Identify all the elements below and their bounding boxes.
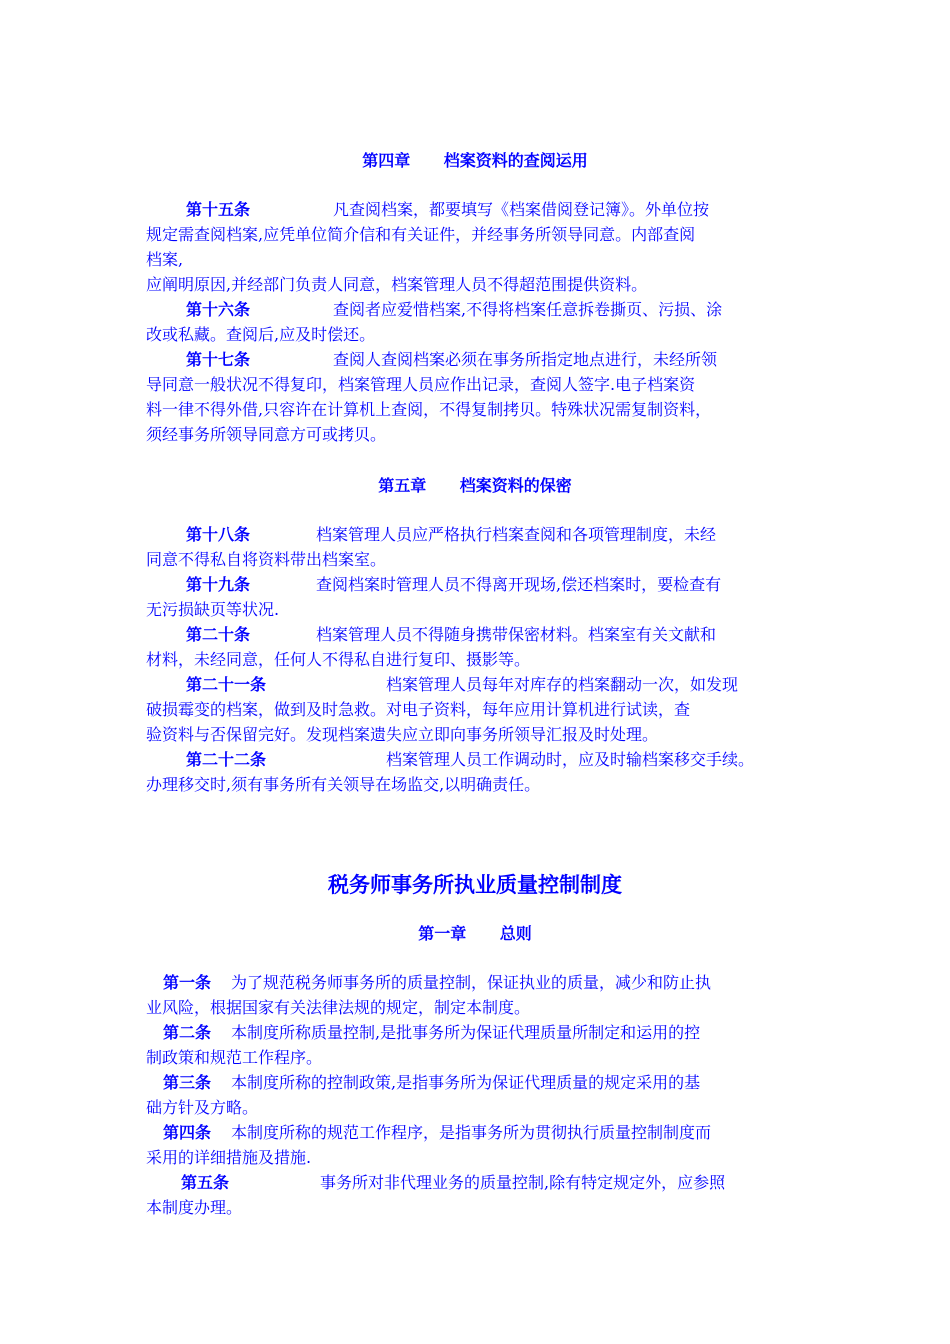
article-text-line: 档案管理人员工作调动时，应及时输档案移交手续。 — [386, 750, 755, 769]
article-text-line: 查阅档案时管理人员不得离开现场,偿还档案时，要检查有 — [316, 575, 722, 594]
article-text-line: 应阐明原因,并经部门负责人同意，档案管理人员不得超范围提供资料。 — [146, 275, 648, 294]
article-text-line: 制政策和规范工作程序。 — [146, 1048, 323, 1067]
article-label: 第二十二条 — [186, 750, 267, 769]
article-text-line: 须经事务所领导同意方可或拷贝。 — [146, 425, 387, 444]
article-text-line: 档案管理人员应严格执行档案查阅和各项管理制度，未经 — [316, 525, 717, 544]
article-label: 第一条 — [163, 973, 212, 992]
chapter-4-heading: 第四章 档案资料的查阅运用 — [362, 151, 588, 170]
article-text-line: 办理移交时,须有事务所有关领导在场监交,以明确责任。 — [146, 775, 541, 794]
article-label: 第十九条 — [186, 575, 251, 594]
article-label: 第十八条 — [186, 525, 251, 544]
article-label: 第十七条 — [186, 350, 251, 369]
article-text-line: 本制度办理。 — [146, 1198, 243, 1217]
article-text-line: 为了规范税务师事务所的质量控制，保证执业的质量，减少和防止执 — [231, 973, 712, 992]
article-text-line: 导同意一般状况不得复印，档案管理人员应作出记录，查阅人签字.电子档案资 — [146, 375, 696, 394]
article-label: 第十五条 — [186, 200, 251, 219]
article-label: 第四条 — [163, 1123, 212, 1142]
article-label: 第二十一条 — [186, 675, 267, 694]
article-text-line: 本制度所称的规范工作程序，是指事务所为贯彻执行质量控制制度而 — [231, 1123, 712, 1142]
article-text-line: 查阅者应爱惜档案,不得将档案任意拆卷撕页、污损、涂 — [333, 300, 723, 319]
article-text-line: 无污损缺页等状况. — [146, 600, 280, 619]
article-label: 第二条 — [163, 1023, 212, 1042]
article-text-line: 业风险，根据国家有关法律法规的规定，制定本制度。 — [146, 998, 531, 1017]
article-text-line: 查阅人查阅档案必须在事务所指定地点进行，未经所领 — [333, 350, 718, 369]
article-text-line: 材料，未经同意，任何人不得私自进行复印、摄影等。 — [146, 650, 531, 669]
article-text-line: 破损霉变的档案，做到及时急救。对电子资料，每年应用计算机进行试读，查 — [146, 700, 691, 719]
article-label: 第三条 — [163, 1073, 212, 1092]
article-text-line: 事务所对非代理业务的质量控制,除有特定规定外，应参照 — [320, 1173, 726, 1192]
article-text-line: 规定需查阅档案,应凭单位简介信和有关证件，并经事务所领导同意。内部查阅 — [146, 225, 696, 244]
article-text-line: 凡查阅档案，都要填写《档案借阅登记簿》。外单位按 — [333, 200, 710, 219]
article-label: 第十六条 — [186, 300, 251, 319]
article-label: 第五条 — [181, 1173, 230, 1192]
article-text-line: 本制度所称质量控制,是批事务所为保证代理质量所制定和运用的控 — [231, 1023, 701, 1042]
article-text-line: 本制度所称的控制政策,是指事务所为保证代理质量的规定采用的基 — [231, 1073, 701, 1092]
article-text-line: 档案管理人员不得随身携带保密材料。档案室有关文献和 — [316, 625, 717, 644]
article-text-line: 档案管理人员每年对库存的档案翻动一次，如发现 — [386, 675, 739, 694]
article-text-line: 档案, — [146, 250, 184, 269]
article-text-line: 验资料与否保留完好。发现档案遗失应立即向事务所领导汇报及时处理。 — [146, 725, 659, 744]
chapter-5-heading: 第五章 档案资料的保密 — [378, 476, 572, 495]
document-title: 税务师事务所执业质量控制制度 — [328, 873, 622, 897]
article-label: 第二十条 — [186, 625, 251, 644]
article-text-line: 础方针及方略。 — [146, 1098, 259, 1117]
chapter-1-heading: 第一章 总则 — [418, 924, 532, 943]
article-text-line: 改或私藏。查阅后,应及时偿还。 — [146, 325, 376, 344]
article-text-line: 料一律不得外借,只容许在计算机上查阅，不得复制拷贝。特殊状况需复制资料， — [146, 400, 712, 419]
article-text-line: 同意不得私自将资料带出档案室。 — [146, 550, 387, 569]
article-text-line: 采用的详细措施及措施. — [146, 1148, 312, 1167]
